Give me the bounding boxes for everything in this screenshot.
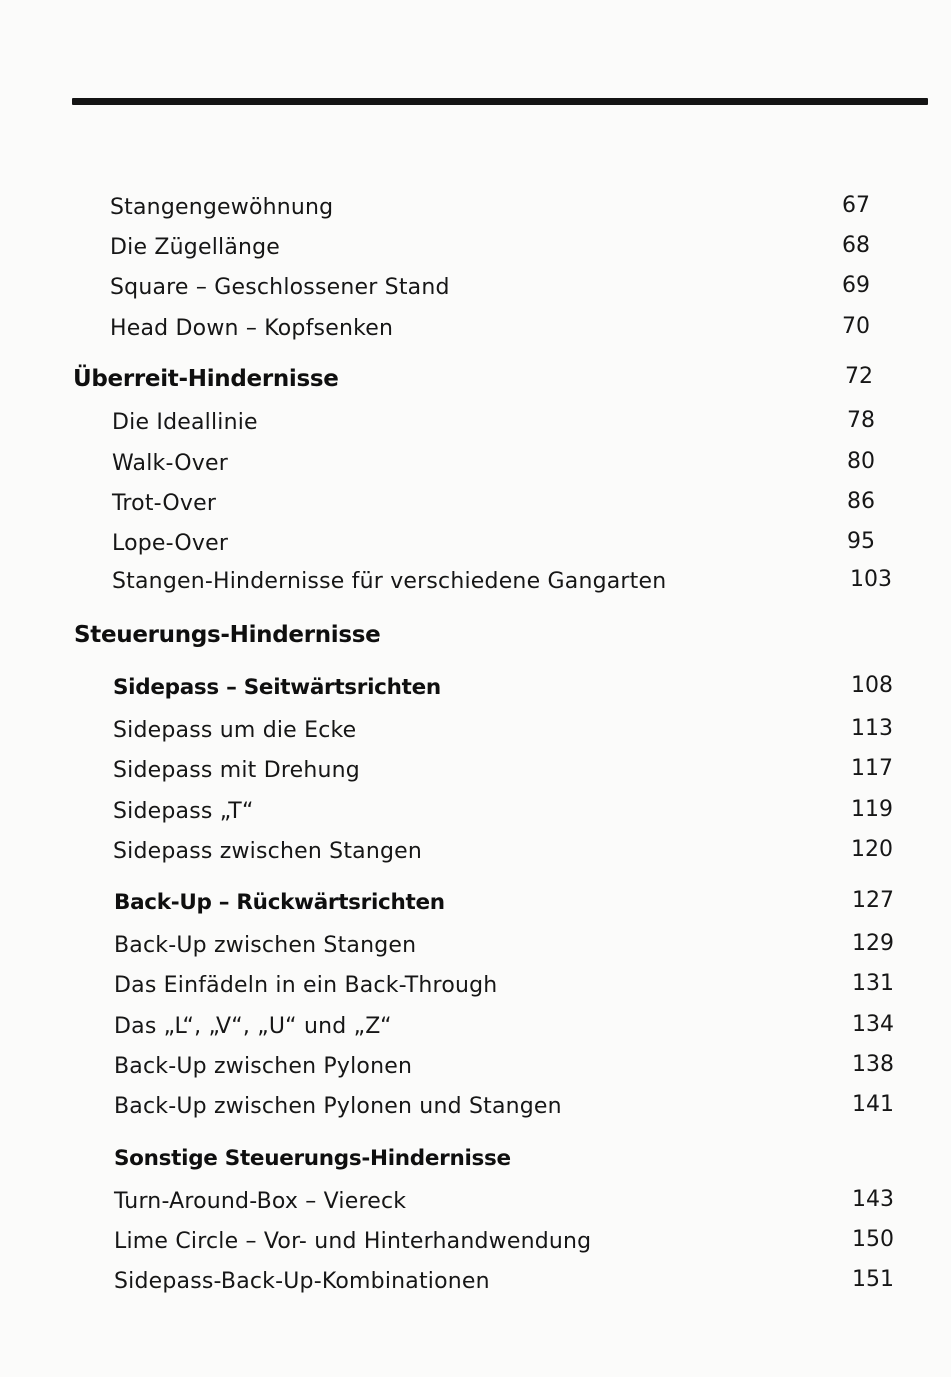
toc-entry-title: Das Einfädeln in ein Back-Through [114, 973, 498, 998]
toc-section-page: 127 [852, 888, 894, 913]
toc-entry-page: 80 [847, 449, 875, 474]
toc-entry-page: 103 [850, 567, 892, 592]
toc-entry [114, 1089, 894, 1121]
toc-entry-page: 150 [852, 1227, 894, 1252]
toc-entry [112, 526, 875, 558]
toc-entry-title: Die Ideallinie [112, 410, 258, 435]
toc-section [114, 1141, 894, 1173]
toc-entry-title: Back-Up zwischen Pylonen [114, 1054, 413, 1079]
toc-entry-title: Head Down – Kopfsenken [110, 316, 394, 341]
toc-entry-page: 119 [851, 797, 893, 822]
toc-chapter-page: 72 [845, 364, 873, 389]
toc-entry-title: Back-Up zwischen Stangen [114, 933, 417, 958]
toc-entry [110, 230, 870, 262]
toc-entry-page: 117 [851, 756, 893, 781]
toc-entry-title: Sidepass um die Ecke [113, 718, 357, 743]
toc-entry [112, 446, 875, 478]
toc-entry [113, 834, 893, 866]
toc-entry [110, 311, 870, 343]
toc-entry-page: 68 [842, 233, 870, 258]
toc-entry-title: Square – Geschlossener Stand [110, 275, 450, 300]
toc-entry [112, 564, 892, 596]
toc-entry [113, 753, 893, 785]
toc-entry [114, 1184, 894, 1216]
toc-entry [113, 713, 893, 745]
toc-entry-title: Sidepass-Back-Up-Kombinationen [114, 1269, 490, 1294]
toc-entry-title: Stangen-Hindernisse für verschiedene Gangarten [112, 569, 667, 594]
toc-entry-page: 95 [847, 529, 875, 554]
toc-entry-title: Die Zügellänge [110, 235, 281, 260]
toc-entry [114, 1009, 894, 1041]
toc-entry-page: 70 [842, 314, 870, 339]
toc-entry-title: Sidepass zwischen Stangen [113, 839, 423, 864]
toc-section [113, 670, 893, 702]
toc-entry [110, 270, 870, 302]
toc-entry-title: Sidepass mit Drehung [113, 758, 360, 783]
toc-entry [114, 1264, 894, 1296]
toc-entry-page: 151 [852, 1267, 894, 1292]
toc-section [114, 885, 894, 917]
toc-section-title: Sonstige Steuerungs-Hindernisse [114, 1146, 511, 1171]
toc-entry [114, 928, 894, 960]
toc-entry-page: 78 [847, 408, 875, 433]
toc-entry-title: Trot-Over [112, 491, 217, 516]
toc-section-page: 108 [851, 673, 893, 698]
toc-entry-title: Stangengewöhnung [110, 195, 334, 220]
toc-entry-title: Walk-Over [112, 451, 228, 476]
toc-entry-title: Das „L“, „V“, „U“ und „Z“ [114, 1014, 392, 1039]
toc-section-title: Back-Up – Rückwärtsrichten [114, 890, 445, 915]
toc-entry-page: 138 [852, 1052, 894, 1077]
toc-entry-title: Turn-Around-Box – Viereck [114, 1189, 407, 1214]
toc-entry [114, 1224, 894, 1256]
toc-entry-page: 120 [851, 837, 893, 862]
toc-entry-title: Lime Circle – Vor- und Hinterhandwendung [114, 1229, 592, 1254]
toc-entry-title: Back-Up zwischen Pylonen und Stangen [114, 1094, 562, 1119]
toc-entry-title: Lope-Over [112, 531, 229, 556]
toc-section-title: Sidepass – Seitwärtsrichten [113, 675, 441, 700]
toc-entry-page: 141 [852, 1092, 894, 1117]
toc-entry-page: 69 [842, 273, 870, 298]
toc-entry [114, 968, 894, 1000]
toc-entry [112, 486, 875, 518]
toc-entry-page: 67 [842, 193, 870, 218]
toc-entry-page: 131 [852, 971, 894, 996]
toc-entry [112, 405, 875, 437]
toc-chapter-title: Überreit-Hindernisse [73, 366, 339, 392]
toc-entry [113, 794, 893, 826]
toc-chapter [73, 361, 873, 393]
toc-entry-page: 86 [847, 489, 875, 514]
toc-entry [114, 1049, 894, 1081]
toc-entry [110, 190, 870, 222]
toc-chapter [74, 617, 874, 649]
toc-chapter-title: Steuerungs-Hindernisse [74, 622, 381, 648]
toc-entry-page: 143 [852, 1187, 894, 1212]
toc-entry-page: 113 [851, 716, 893, 741]
toc-entry-page: 129 [852, 931, 894, 956]
toc-entry-page: 134 [852, 1012, 894, 1037]
toc-entry-title: Sidepass „T“ [113, 799, 254, 824]
